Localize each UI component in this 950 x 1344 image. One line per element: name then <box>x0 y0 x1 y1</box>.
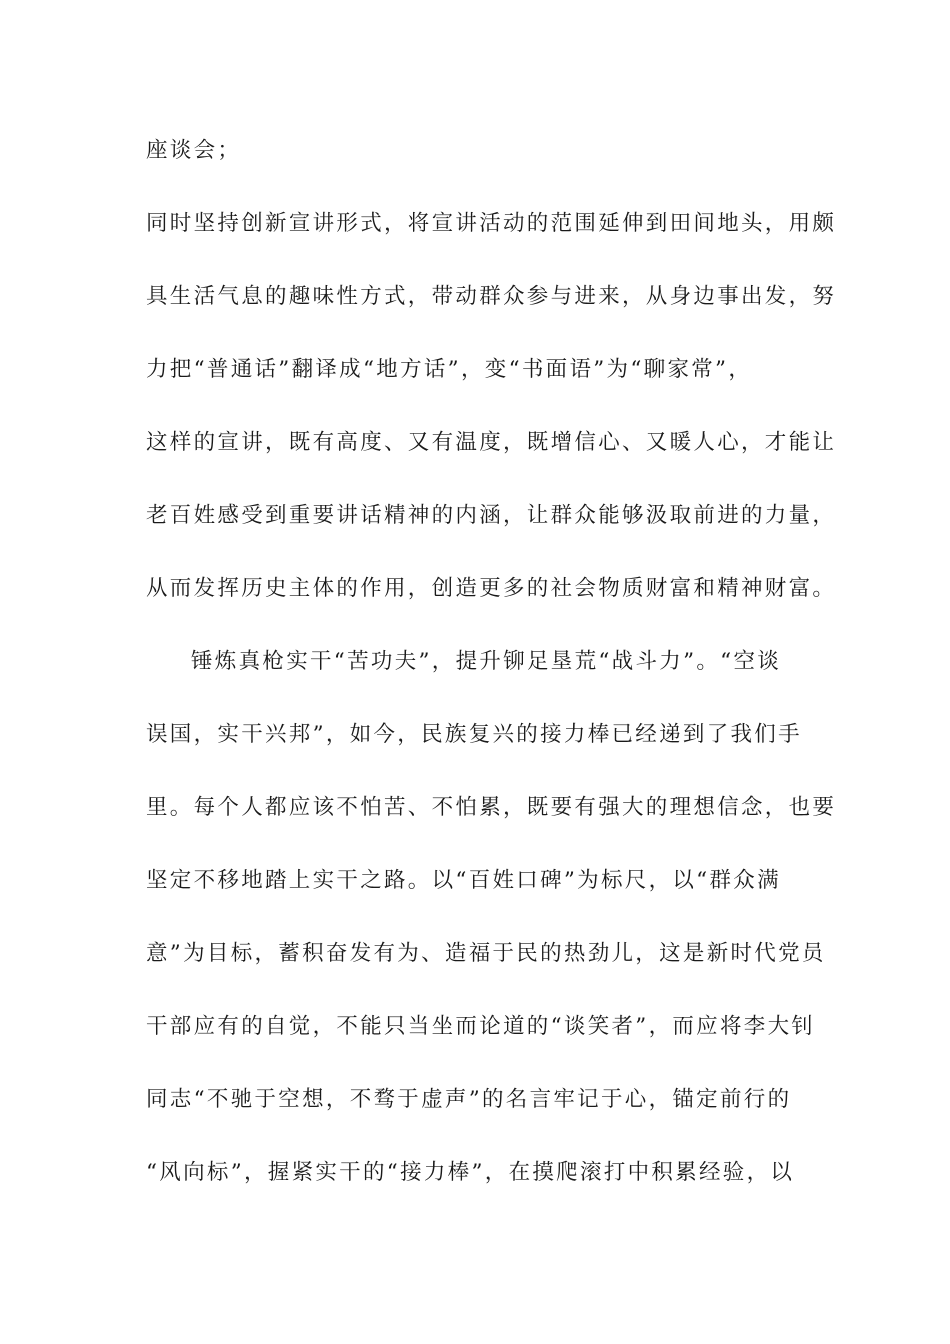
text-line: “风向标”，握紧实干的“接力棒”，在摸爬滚打中积累经验，以 <box>146 1160 795 1185</box>
text-line: 同志“不驰于空想，不骛于虚声”的名言牢记于心，锚定前行的 <box>146 1087 792 1112</box>
text-line: 这样的宣讲，既有高度、又有温度，既增信心、又暖人心，才能让 <box>146 430 837 455</box>
text-line: 从而发挥历史主体的作用，创造更多的社会物质财富和精神财富。 <box>146 576 837 601</box>
paragraph-first-line: 锤炼真枪实干“苦功夫”，提升铆足垦荒“战斗力”。“空谈 <box>191 649 782 674</box>
text-line: 老百姓感受到重要讲话精神的内涵，让群众能够汲取前进的力量， <box>146 503 837 528</box>
text-line: 力把“普通话”翻译成“地方话”，变“书面语”为“聊家常”， <box>146 357 753 382</box>
text-line: 座谈会； <box>146 138 242 163</box>
text-line: 意”为目标，蓄积奋发有为、造福于民的热劲儿，这是新时代党员 <box>146 941 826 966</box>
text-line: 干部应有的自觉，不能只当坐而论道的“谈笑者”，而应将李大钊 <box>146 1014 816 1039</box>
text-line: 里。每个人都应该不怕苦、不怕累，既要有强大的理想信念，也要 <box>146 795 837 820</box>
text-line: 坚定不移地踏上实干之路。以“百姓口碑”为标尺，以“群众满 <box>146 868 781 893</box>
text-line: 同时坚持创新宣讲形式，将宣讲活动的范围延伸到田间地头，用颇 <box>146 211 837 236</box>
text-line: 误国，实干兴邦”，如今，民族复兴的接力棒已经递到了我们手 <box>146 722 802 747</box>
text-line: 具生活气息的趣味性方式，带动群众参与进来，从身边事出发，努 <box>146 284 837 309</box>
